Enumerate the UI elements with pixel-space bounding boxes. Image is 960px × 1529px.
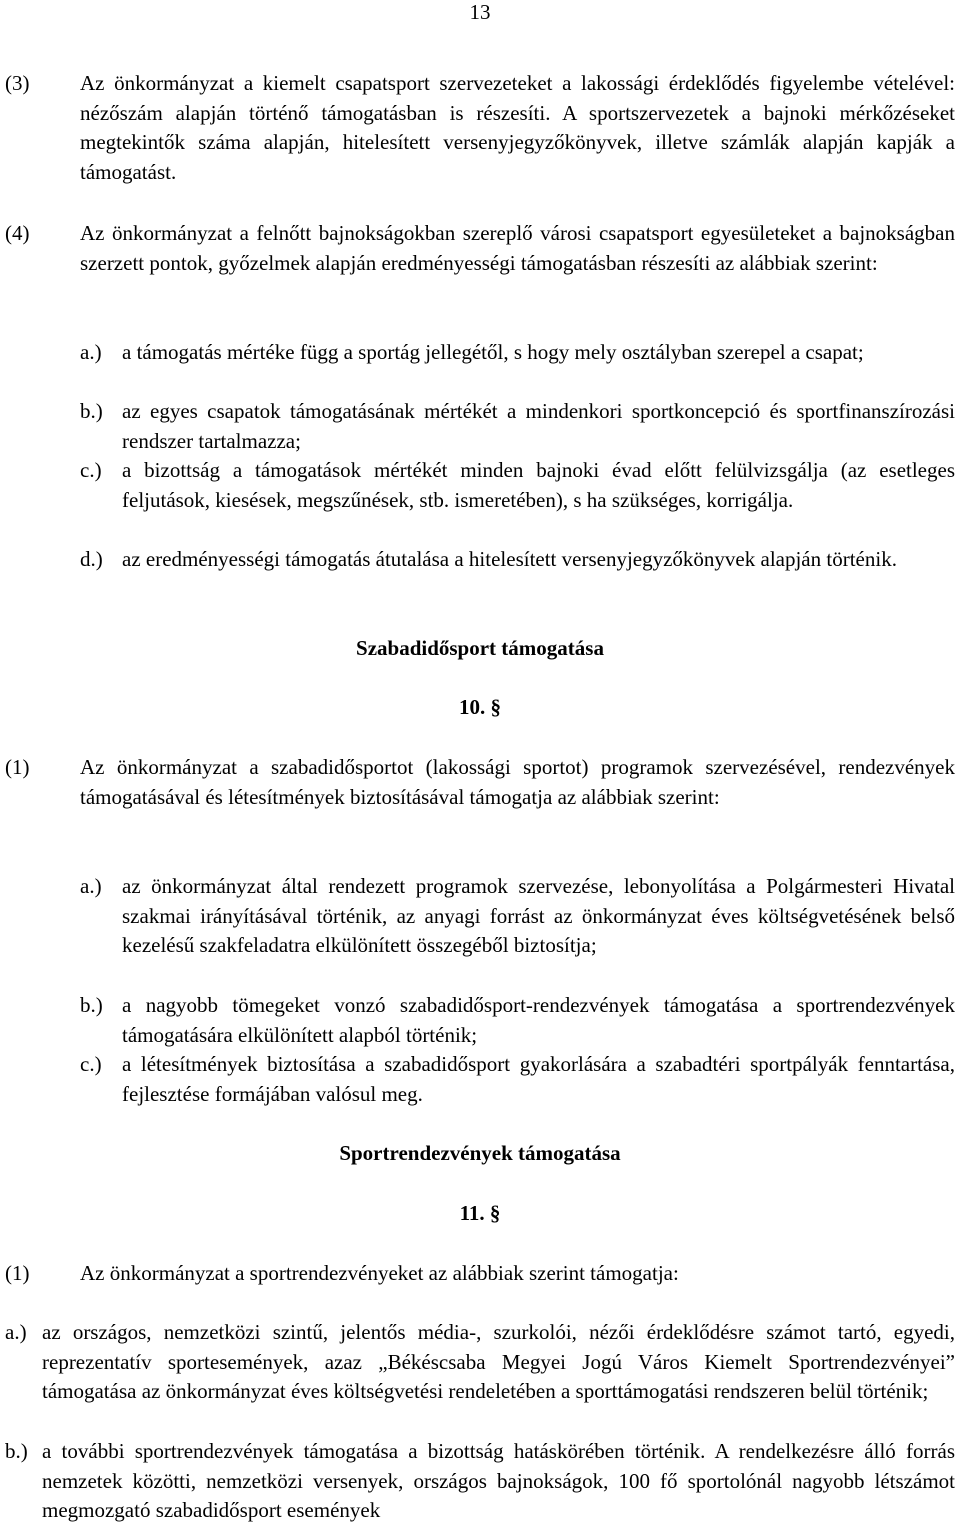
list-item-text: az egyes csapatok támogatásának mértékét a mindenkori sportkoncepció és sportfinanszírozási rendszer tartalmazza;: [122, 399, 955, 453]
list-item-label: b.): [5, 1439, 28, 1463]
list-item-text: az eredményességi támogatás átutalása a hitelesített versenyjegyzőkönyvek alapján történik.: [122, 547, 897, 571]
section-number: 10. §: [459, 695, 501, 719]
paragraph-text: Az önkormányzat a kiemelt csapatsport szervezeteket a lakossági érdeklődés figyelembe vételével: nézőszám alapján történő támogatásban is részesíti. A sportszervezetek a bajnoki mérkőzéseket megtekintők száma alapján, hitelesített versenyjegyzőkönyvek, illetve számlák alapján kapják a támogatást.: [80, 71, 955, 184]
list-item-label: a.): [80, 874, 102, 898]
section-title: Sportrendezvények támogatása: [339, 1141, 621, 1165]
list-item-label: c.): [80, 458, 102, 482]
section-title: Szabadidősport támogatása: [356, 636, 604, 660]
list-item-label: b.): [80, 399, 103, 423]
paragraph-number: (3): [5, 71, 30, 95]
list-item-text: az országos, nemzetközi szintű, jelentős média-, szurkolói, nézői érdeklődésre számot tartó, egyedi, reprezentatív sportesemények, azaz „Békéscsaba Megyei Jogú Város Kiemelt Sportrendezvényei” támogatása az önkormányzat éves költségvetési rendeletében a sporttámogatási rendszeren belül történik;: [42, 1320, 955, 1403]
paragraph-text: Az önkormányzat a szabadidősportot (lakossági sportot) programok szervezésével, rendezvények támogatásával és létesítmények biztosításával támogatja az alábbiak szerint:: [80, 755, 955, 809]
section-number: 11. §: [459, 1201, 501, 1225]
list-item-text: a létesítmények biztosítása a szabadidősport gyakorlására a szabadtéri sportpályák fenntartása, fejlesztése formájában valósul meg.: [122, 1052, 955, 1106]
paragraph-number: (1): [5, 1261, 30, 1285]
paragraph-number: (4): [5, 221, 30, 245]
list-item-label: d.): [80, 547, 103, 571]
list-item-text: a támogatás mértéke függ a sportág jellegétől, s hogy mely osztályban szerepel a csapat;: [122, 340, 864, 364]
list-item-label: a.): [80, 340, 102, 364]
list-item-label: b.): [80, 993, 103, 1017]
list-item-label: c.): [80, 1052, 102, 1076]
list-item-text: az önkormányzat által rendezett programok szervezése, lebonyolítása a Polgármesteri Hivatal szakmai irányításával történik, az anyagi forrást az önkormányzat éves költségvetésének belső kezelésű szakfeladatra elkülönített összegéből biztosítja;: [122, 874, 955, 957]
list-item-text: a bizottság a támogatások mértékét minden bajnoki évad előtt felülvizsgálja (az esetleges feljutások, kiesések, megszűnések, stb. ismeretében), s ha szükséges, korrigálja.: [122, 458, 955, 512]
paragraph-text: Az önkormányzat a felnőtt bajnokságokban szereplő városi csapatsport egyesületeket a bajnokságban szerzett pontok, győzelmek alapján eredményességi támogatásban részesíti az alábbiak szerint:: [80, 221, 955, 275]
list-item-text: a nagyobb tömegeket vonzó szabadidősport-rendezvények támogatása a sportrendezvények támogatására elkülönített alapból történik;: [122, 993, 955, 1047]
paragraph-text: Az önkormányzat a sportrendezvényeket az alábbiak szerint támogatja:: [80, 1261, 679, 1285]
list-item-label: a.): [5, 1320, 27, 1344]
list-item-text: a további sportrendezvények támogatása a bizottság hatáskörében történik. A rendelkezésre álló forrás nemzetek közötti, nemzetközi versenyek, országos bajnokságok, 100 fő sportolónál nagyobb létszámot megmozgató szabadidősport események: [42, 1439, 955, 1522]
paragraph-number: (1): [5, 755, 30, 779]
page-number: 13: [469, 0, 491, 24]
